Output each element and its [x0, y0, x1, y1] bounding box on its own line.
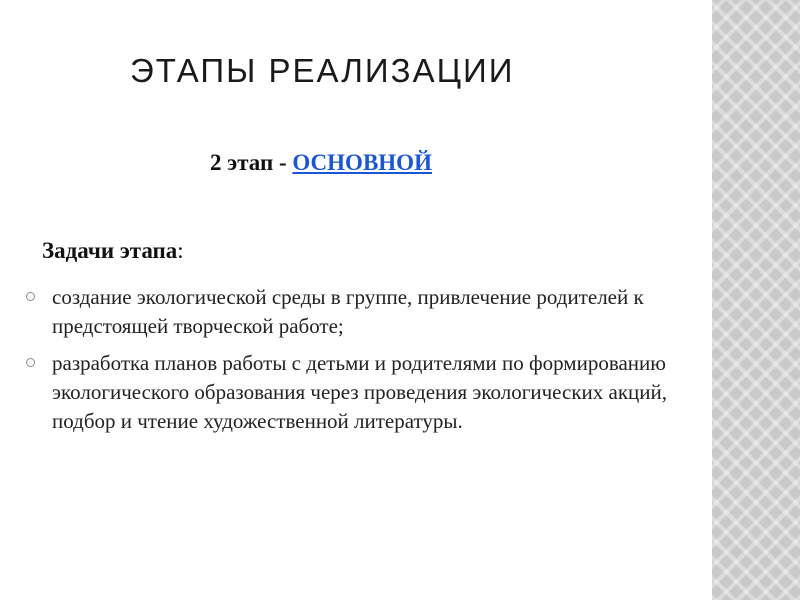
circle-bullet-icon	[26, 358, 35, 367]
tasks-heading-colon: :	[177, 238, 184, 263]
stage-prefix: 2 этап -	[210, 150, 293, 175]
slide-title: ЭТАПЫ РЕАЛИЗАЦИИ	[130, 52, 515, 89]
tasks-heading-label: Задачи этапа	[42, 238, 178, 263]
task-item	[24, 349, 684, 436]
decorative-side-panel	[712, 0, 800, 600]
task-item-text: разработка планов работы с детьми и родителями по формированию экологического образования через проведения экологических акций, подбор и чтение художественной литературы.	[52, 351, 668, 433]
tasks-heading	[42, 238, 184, 264]
task-item	[24, 283, 684, 341]
task-item-text: создание экологической среды в группе, привлечение родителей к предстоящей творческой работе;	[52, 285, 644, 338]
stage-link[interactable]: ОСНОВНОЙ	[292, 150, 432, 175]
circle-bullet-icon	[26, 292, 35, 301]
task-list	[24, 283, 684, 444]
stage-line	[210, 150, 432, 176]
